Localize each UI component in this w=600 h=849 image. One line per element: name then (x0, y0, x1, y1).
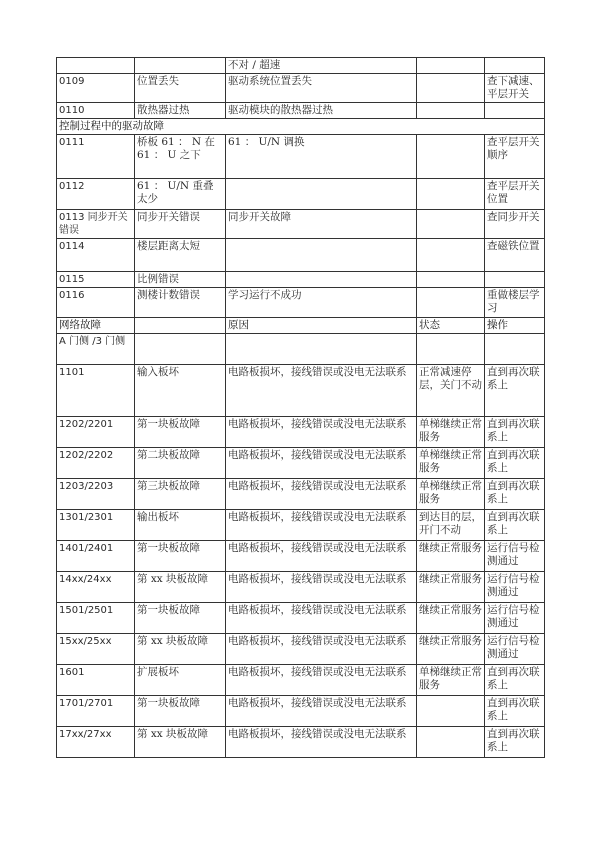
cell-description: 第 xx 块板故障 (135, 727, 226, 758)
cell-code: 1203/2203 (57, 479, 135, 510)
cell-status (417, 239, 485, 272)
table-row (57, 135, 545, 179)
table-row (57, 210, 545, 239)
cell-action: 直到再次联系上 (485, 665, 545, 696)
cell-status: 单梯继续正常服务 (417, 417, 485, 448)
cell-status: 单梯继续正常服务 (417, 448, 485, 479)
cell-action: 直到再次联系上 (485, 479, 545, 510)
cell-status (417, 288, 485, 318)
cell-status (417, 103, 485, 119)
cell-cause: 电路板损坏，接线错误或没电无法联系 (226, 417, 417, 448)
cell-status: 继续正常服务 (417, 603, 485, 634)
table-row (57, 179, 545, 210)
table-row (57, 727, 545, 758)
cell-status: 到达目的层，开门不动 (417, 510, 485, 541)
header-cause: 原因 (226, 318, 417, 334)
cell-description: 位置丢失 (135, 74, 226, 103)
cell-action: 运行信号检测通过 (485, 603, 545, 634)
cell-code: 0112 (57, 179, 135, 210)
cell-action: 直到再次联系上 (485, 727, 545, 758)
cell-cause: 电路板损坏，接线错误或没电无法联系 (226, 365, 417, 417)
cell-description: 比例错误 (135, 272, 226, 288)
cell-action (485, 334, 545, 365)
cell-status: 单梯继续正常服务 (417, 665, 485, 696)
cell-description (135, 58, 226, 74)
cell-status (417, 210, 485, 239)
table-body (57, 58, 545, 758)
cell-action: 运行信号检测通过 (485, 634, 545, 665)
cell-code: 1301/2301 (57, 510, 135, 541)
section-title: 控制过程中的驱动故障 (57, 119, 545, 135)
cell-cause: 电路板损坏，接线错误或没电无法联系 (226, 479, 417, 510)
table-row (57, 603, 545, 634)
cell-action: 查平层开关位置 (485, 179, 545, 210)
cell-cause: 驱动系统位置丢失 (226, 74, 417, 103)
table-row (57, 479, 545, 510)
cell-code: 0115 (57, 272, 135, 288)
cell-action (485, 272, 545, 288)
table-row (57, 665, 545, 696)
cell-status: 继续正常服务 (417, 572, 485, 603)
cell-code: 1202/2201 (57, 417, 135, 448)
table-row (57, 239, 545, 272)
cell-cause (226, 272, 417, 288)
cell-code: 1101 (57, 365, 135, 417)
cell-code: 0113 同步开关错误 (57, 210, 135, 239)
cell-description: 同步开关错误 (135, 210, 226, 239)
table-row (57, 510, 545, 541)
table-row (57, 541, 545, 572)
cell-description: 第三块板故障 (135, 479, 226, 510)
table-row (57, 572, 545, 603)
table-row (57, 334, 545, 365)
cell-action: 运行信号检测通过 (485, 572, 545, 603)
cell-description: 第 xx 块板故障 (135, 572, 226, 603)
cell-status: 继续正常服务 (417, 634, 485, 665)
table-row (57, 74, 545, 103)
table-row (57, 365, 545, 417)
cell-action: 直到再次联系上 (485, 696, 545, 727)
table-row (57, 103, 545, 119)
cell-cause: 61 ： U/N 调换 (226, 135, 417, 179)
fault-code-table (56, 57, 545, 758)
cell-code: 0109 (57, 74, 135, 103)
cell-cause (226, 334, 417, 365)
cell-status (417, 696, 485, 727)
cell-code: 14xx/24xx (57, 572, 135, 603)
cell-description: 输入板坏 (135, 365, 226, 417)
cell-action: 查同步开关 (485, 210, 545, 239)
cell-action: 查下减速、平层开关 (485, 74, 545, 103)
cell-code: 0111 (57, 135, 135, 179)
cell-action: 查平层开关顺序 (485, 135, 545, 179)
cell-status (417, 727, 485, 758)
cell-status (417, 179, 485, 210)
cell-description: 61 ： U/N 重叠太少 (135, 179, 226, 210)
table-row (57, 634, 545, 665)
cell-action (485, 58, 545, 74)
cell-description (135, 334, 226, 365)
cell-description: 散热器过热 (135, 103, 226, 119)
cell-status (417, 334, 485, 365)
cell-action: 运行信号检测通过 (485, 541, 545, 572)
cell-code (57, 58, 135, 74)
cell-code: 1701/2701 (57, 696, 135, 727)
cell-description: 桥板 61 ： N 在 61 ： U 之下 (135, 135, 226, 179)
cell-status: 继续正常服务 (417, 541, 485, 572)
cell-cause: 电路板损坏，接线错误或没电无法联系 (226, 727, 417, 758)
cell-cause: 电路板损坏，接线错误或没电无法联系 (226, 603, 417, 634)
cell-code: A 门侧 /3 门侧 (57, 334, 135, 365)
cell-status (417, 135, 485, 179)
cell-code: 1202/2202 (57, 448, 135, 479)
cell-status: 单梯继续正常服务 (417, 479, 485, 510)
cell-description: 第 xx 块板故障 (135, 634, 226, 665)
cell-code: 0114 (57, 239, 135, 272)
table-row (57, 58, 545, 74)
table-row (57, 696, 545, 727)
cell-action: 直到再次联系上 (485, 448, 545, 479)
cell-description: 第二块板故障 (135, 448, 226, 479)
cell-cause: 同步开关故障 (226, 210, 417, 239)
cell-description: 第一块板故障 (135, 417, 226, 448)
cell-cause: 电路板损坏，接线错误或没电无法联系 (226, 510, 417, 541)
cell-code: 0116 (57, 288, 135, 318)
cell-description: 测楼计数错误 (135, 288, 226, 318)
cell-action: 直到再次联系上 (485, 365, 545, 417)
cell-description: 扩展板坏 (135, 665, 226, 696)
cell-action (485, 103, 545, 119)
cell-status (417, 272, 485, 288)
table-row (57, 272, 545, 288)
cell-cause: 电路板损坏，接线错误或没电无法联系 (226, 665, 417, 696)
cell-cause (226, 179, 417, 210)
cell-cause: 电路板损坏，接线错误或没电无法联系 (226, 696, 417, 727)
table-row (57, 417, 545, 448)
cell-description: 楼层距离太短 (135, 239, 226, 272)
header-row (57, 318, 545, 334)
header-status: 状态 (417, 318, 485, 334)
cell-cause: 不对 / 超速 (226, 58, 417, 74)
cell-action: 查磁铁位置 (485, 239, 545, 272)
header-description (135, 318, 226, 334)
table-row (57, 448, 545, 479)
cell-action: 直到再次联系上 (485, 510, 545, 541)
cell-code: 1401/2401 (57, 541, 135, 572)
header-code: 网络故障 (57, 318, 135, 334)
cell-cause: 驱动模块的散热器过热 (226, 103, 417, 119)
cell-cause: 电路板损坏，接线错误或没电无法联系 (226, 634, 417, 665)
cell-description: 输出板坏 (135, 510, 226, 541)
cell-code: 15xx/25xx (57, 634, 135, 665)
cell-status (417, 58, 485, 74)
cell-code: 0110 (57, 103, 135, 119)
cell-status (417, 74, 485, 103)
cell-code: 17xx/27xx (57, 727, 135, 758)
cell-cause: 电路板损坏，接线错误或没电无法联系 (226, 541, 417, 572)
cell-description: 第一块板故障 (135, 696, 226, 727)
cell-action: 直到再次联系上 (485, 417, 545, 448)
cell-cause: 电路板损坏，接线错误或没电无法联系 (226, 572, 417, 603)
cell-description: 第一块板故障 (135, 541, 226, 572)
cell-status: 正常减速停层，关门不动 (417, 365, 485, 417)
table-row (57, 288, 545, 318)
header-action: 操作 (485, 318, 545, 334)
cell-code: 1501/2501 (57, 603, 135, 634)
cell-action: 重做楼层学习 (485, 288, 545, 318)
section-row (57, 119, 545, 135)
cell-cause: 学习运行不成功 (226, 288, 417, 318)
cell-description: 第一块板故障 (135, 603, 226, 634)
cell-cause: 电路板损坏，接线错误或没电无法联系 (226, 448, 417, 479)
cell-cause (226, 239, 417, 272)
cell-code: 1601 (57, 665, 135, 696)
